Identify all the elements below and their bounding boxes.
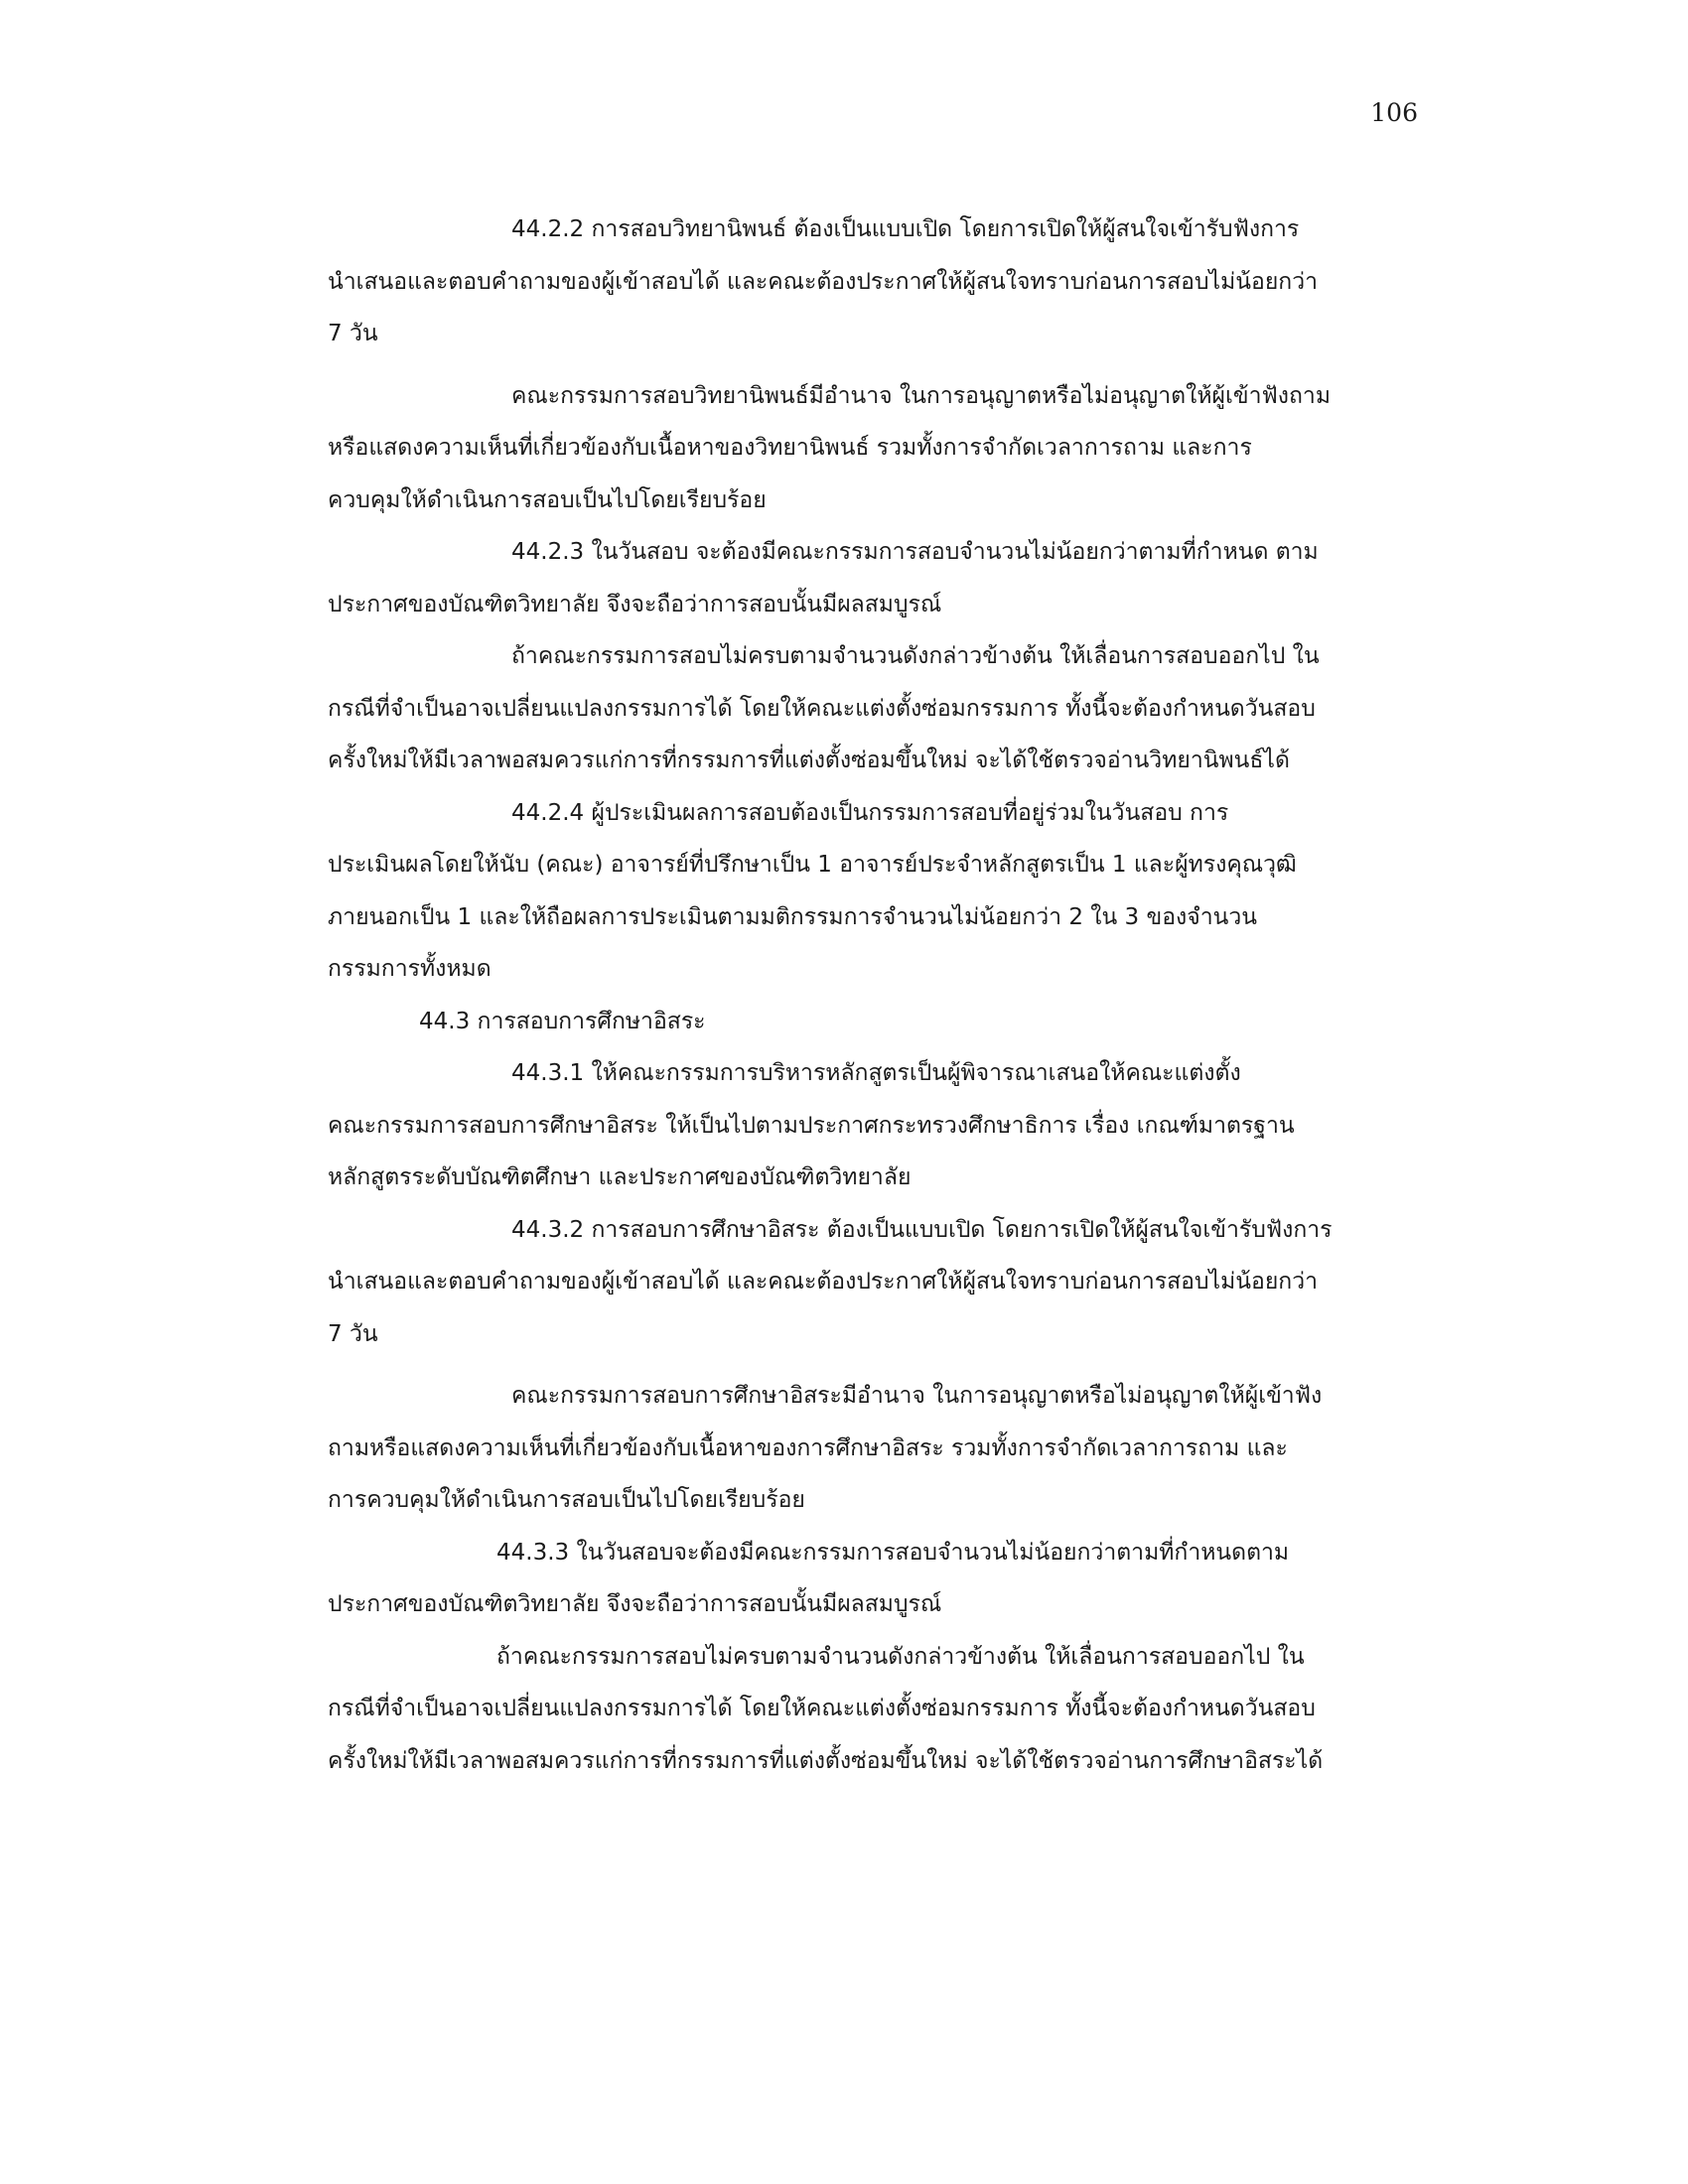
paragraph-line: ประเมินผลโดยให้นับ (คณะ) อาจารย์ที่ปรึกษาเป็น 1 อาจารย์ประจำหลักสูตรเป็น 1 และผู้ทรงคุณวุฒิ xyxy=(328,852,1297,878)
paragraph-line: ประกาศของบัณฑิตวิทยาลัย จึงจะถือว่าการสอบนั้นมีผลสมบูรณ์ xyxy=(328,1591,942,1617)
paragraph-line: กรรมการทั้งหมด xyxy=(328,956,492,982)
paragraph-line: ภายนอกเป็น 1 และให้ถือผลการประเมินตามมติกรรมการจำนวนไม่น้อยกว่า 2 ใน 3 ของจำนวน xyxy=(328,903,1258,930)
paragraph-line: คณะกรรมการสอบวิทยานิพนธ์มีอำนาจ ในการอนุญาตหรือไม่อนุญาตให้ผู้เข้าฟังถาม xyxy=(511,382,1332,409)
paragraph-line: คณะกรรมการสอบการศึกษาอิสระมีอำนาจ ในการอนุญาตหรือไม่อนุญาตให้ผู้เข้าฟัง xyxy=(511,1383,1323,1409)
paragraph-line: ครั้งใหม่ให้มีเวลาพอสมควรแก่การที่กรรมการที่แต่งตั้งซ่อมขึ้นใหม่ จะได้ใช้ตรวจอ่านวิทยานิพนธ์ได้ xyxy=(328,748,1290,773)
document-body xyxy=(328,204,1420,1787)
paragraph-line: ถามหรือแสดงความเห็นที่เกี่ยวข้องกับเนื้อหาของการศึกษาอิสระ รวมทั้งการจำกัดเวลาการถาม และ xyxy=(328,1434,1288,1461)
paragraph-line: 44.3.1 ให้คณะกรรมการบริหารหลักสูตรเป็นผู้พิจารณาเสนอให้คณะแต่งตั้ง xyxy=(511,1060,1241,1086)
paragraph-line: 44.2.3 ในวันสอบ จะต้องมีคณะกรรมการสอบจำนวนไม่น้อยกว่าตามที่กำหนด ตาม xyxy=(511,539,1319,565)
paragraph-line: ประกาศของบัณฑิตวิทยาลัย จึงจะถือว่าการสอบนั้นมีผลสมบูรณ์ xyxy=(328,591,942,617)
paragraph-line: หรือแสดงความเห็นที่เกี่ยวข้องกับเนื้อหาของวิทยานิพนธ์ รวมทั้งการจำกัดเวลาการถาม และการ xyxy=(328,435,1252,461)
paragraph-line: นำเสนอและตอบคำถามของผู้เข้าสอบได้ และคณะต้องประกาศให้ผู้สนใจทราบก่อนการสอบไม่น้อยกว่า xyxy=(328,268,1319,295)
section-heading: 44.3 การสอบการศึกษาอิสระ xyxy=(419,1008,706,1034)
paragraph-line: 44.3.3 ในวันสอบจะต้องมีคณะกรรมการสอบจำนวนไม่น้อยกว่าตามที่กำหนดตาม xyxy=(496,1539,1290,1566)
paragraph-line: ควบคุมให้ดำเนินการสอบเป็นไปโดยเรียบร้อย xyxy=(328,486,767,513)
paragraph-line: นำเสนอและตอบคำถามของผู้เข้าสอบได้ และคณะต้องประกาศให้ผู้สนใจทราบก่อนการสอบไม่น้อยกว่า xyxy=(328,1269,1319,1295)
paragraph-line: การควบคุมให้ดำเนินการสอบเป็นไปโดยเรียบร้อย xyxy=(328,1487,805,1513)
paragraph-line: ครั้งใหม่ให้มีเวลาพอสมควรแก่การที่กรรมการที่แต่งตั้งซ่อมขึ้นใหม่ จะได้ใช้ตรวจอ่านการศึกษาอิสระได้ xyxy=(328,1747,1324,1774)
paragraph-line: 44.3.2 การสอบการศึกษาอิสระ ต้องเป็นแบบเปิด โดยการเปิดให้ผู้สนใจเข้ารับฟังการ xyxy=(511,1216,1333,1243)
paragraph-line: ถ้าคณะกรรมการสอบไม่ครบตามจำนวนดังกล่าวข้างต้น ให้เลื่อนการสอบออกไป ใน xyxy=(511,643,1320,669)
paragraph-line: 44.2.4 ผู้ประเมินผลการสอบต้องเป็นกรรมการสอบที่อยู่ร่วมในวันสอบ การ xyxy=(511,799,1229,826)
paragraph-line: คณะกรรมการสอบการศึกษาอิสระ ให้เป็นไปตามประกาศกระทรวงศึกษาธิการ เรื่อง เกณฑ์มาตรฐาน xyxy=(328,1112,1295,1139)
paragraph-line: ถ้าคณะกรรมการสอบไม่ครบตามจำนวนดังกล่าวข้างต้น ให้เลื่อนการสอบออกไป ใน xyxy=(496,1643,1305,1670)
paragraph-line: หลักสูตรระดับบัณฑิตศึกษา และประกาศของบัณฑิตวิทยาลัย xyxy=(328,1164,912,1190)
page-number: 106 xyxy=(1370,98,1418,127)
paragraph-line: 7 วัน xyxy=(328,321,378,346)
paragraph-line: 44.2.2 การสอบวิทยานิพนธ์ ต้องเป็นแบบเปิด โดยการเปิดให้ผู้สนใจเข้ารับฟังการ xyxy=(511,216,1300,242)
paragraph-line: กรณีที่จำเป็นอาจเปลี่ยนแปลงกรรมการได้ โดยให้คณะแต่งตั้งซ่อมกรรมการ ทั้งนี้จะต้องกำหนดวันสอบ xyxy=(328,695,1316,722)
paragraph-line: กรณีที่จำเป็นอาจเปลี่ยนแปลงกรรมการได้ โดยให้คณะแต่งตั้งซ่อมกรรมการ ทั้งนี้จะต้องกำหนดวันสอบ xyxy=(328,1696,1316,1721)
paragraph-line: 7 วัน xyxy=(328,1320,378,1347)
